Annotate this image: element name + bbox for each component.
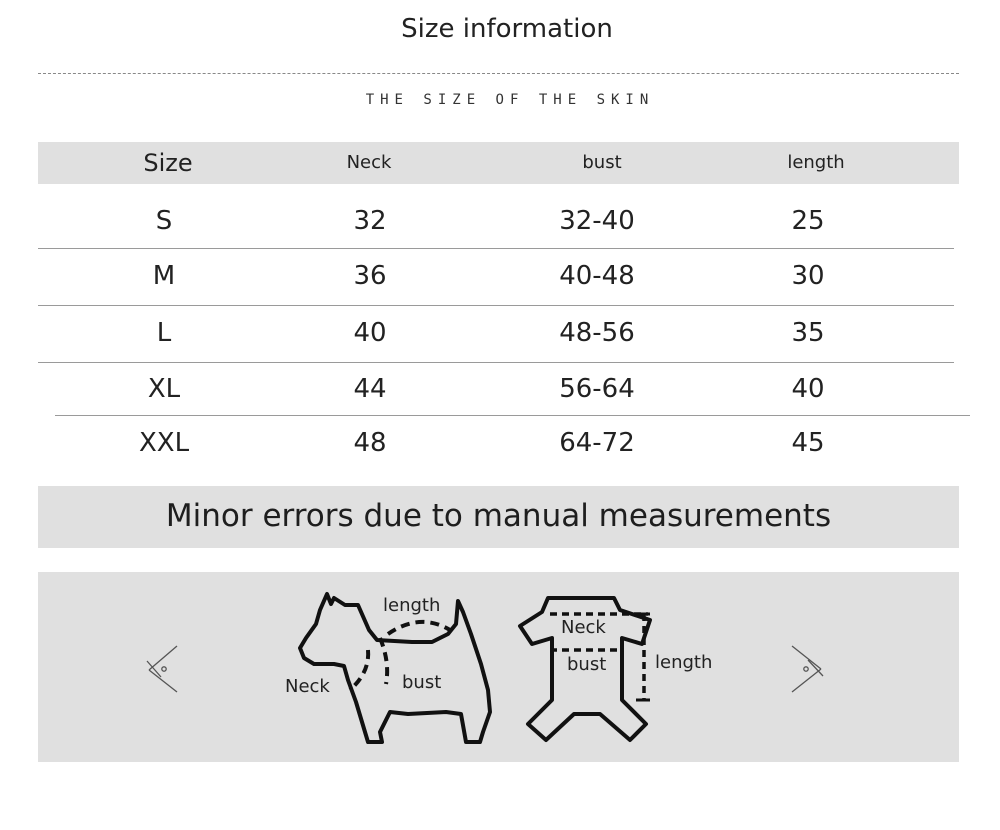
column-header-size: Size: [143, 149, 193, 177]
cell-length: 40: [791, 374, 825, 404]
cell-bust: 56-64: [559, 374, 635, 404]
cell-neck: 48: [353, 428, 387, 458]
cell-neck: 40: [353, 318, 387, 348]
table-row: [38, 196, 959, 246]
cell-neck: 44: [353, 374, 387, 404]
cell-size: M: [152, 261, 176, 291]
cell-size: L: [156, 318, 172, 348]
table-header: [38, 142, 959, 184]
cell-size: S: [155, 206, 173, 236]
dog-label-bust: bust: [402, 672, 442, 693]
arrow-left-icon[interactable]: [147, 646, 177, 692]
cell-length: 35: [791, 318, 825, 348]
diagram-canvas: [38, 572, 959, 762]
cell-bust: 48-56: [559, 318, 635, 348]
cell-bust: 32-40: [559, 206, 635, 236]
dog-label-length: length: [383, 595, 441, 616]
page-subtitle: THE SIZE OF THE SKIN: [365, 92, 655, 108]
measurement-notice: Minor errors due to manual measurements: [38, 486, 959, 548]
arrow-right-icon[interactable]: [792, 646, 823, 692]
dog-label-neck: Neck: [285, 676, 330, 697]
cell-bust: 40-48: [559, 261, 635, 291]
garment-label-neck: Neck: [561, 617, 606, 638]
row-divider: [55, 415, 970, 416]
dog-outline-icon: [300, 594, 490, 742]
row-divider: [38, 248, 954, 249]
garment-label-bust: bust: [567, 654, 607, 675]
table-row: [38, 418, 959, 468]
cell-length: 25: [791, 206, 825, 236]
row-divider: [38, 362, 954, 363]
cell-bust: 64-72: [559, 428, 635, 458]
measurement-diagram: [38, 572, 959, 762]
page-title: Size information: [401, 14, 613, 44]
column-header-bust: bust: [582, 152, 622, 173]
cell-size: XL: [147, 374, 181, 404]
cell-neck: 32: [353, 206, 387, 236]
column-header-length: length: [787, 152, 845, 173]
dashed-divider: [38, 73, 959, 74]
garment-label-length: length: [655, 652, 713, 673]
table-row: [38, 364, 959, 414]
table-row: [38, 308, 959, 358]
column-header-neck: Neck: [346, 152, 392, 173]
cell-size: XXL: [138, 428, 190, 458]
cell-length: 45: [791, 428, 825, 458]
row-divider: [38, 305, 954, 306]
cell-neck: 36: [353, 261, 387, 291]
table-row: [38, 251, 959, 301]
cell-length: 30: [791, 261, 825, 291]
